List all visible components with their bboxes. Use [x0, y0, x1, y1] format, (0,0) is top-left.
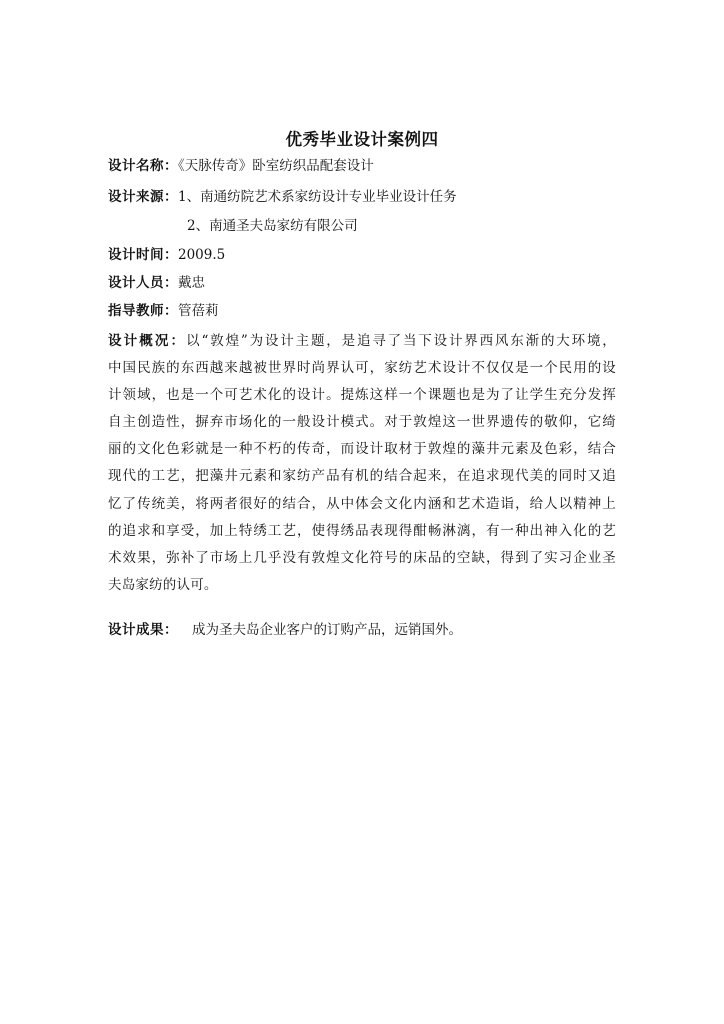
overview-line: 现代的工艺，把藻井元素和家纺产品有机的结合起来，在追求现代美的同时又追: [108, 468, 616, 485]
design-time-field: [108, 245, 628, 265]
overview-line: 计领域，也是一个可艺术化的设计。提炼这样一个课题也是为了让学生充分发挥: [108, 387, 616, 404]
document-title: 优秀毕业设计案例四: [285, 130, 439, 149]
overview-line: 术效果，弥补了市场上几乎没有敦煌文化符号的床品的空缺，得到了实习企业圣: [108, 549, 616, 566]
designer-field: [108, 273, 628, 293]
teacher-field: [108, 301, 628, 321]
teacher-value: 管蓓莉: [178, 303, 219, 319]
design-source-label: 设计来源：: [108, 189, 178, 205]
design-result-value: 成为圣夫岛企业客户的订购产品，远销国外。: [192, 622, 462, 638]
design-result-field: [108, 620, 462, 640]
design-name-field: [108, 156, 628, 176]
overview-line: 的追求和享受，加上特绣工艺，使得绣品表现得酣畅淋漓，有一种出神入化的艺: [108, 522, 616, 539]
overview-label: 设计概况：: [108, 333, 187, 349]
design-source-field: [108, 187, 628, 207]
design-source-value-2: 2、南通圣夫岛家纺有限公司: [187, 218, 358, 234]
overview-line: 自主创造性，摒弃市场化的一般设计模式。对于敦煌这一世界遗传的敬仰，它绮: [108, 414, 616, 431]
overview-line: 夫岛家纺的认可。: [108, 576, 218, 593]
overview-line-text: 以“敦煌”为设计主题，是追寻了当下设计界西风东渐的大环境，: [186, 333, 616, 349]
designer-label: 设计人员：: [108, 275, 178, 291]
design-source-value: 1、南通纺院艺术系家纺设计专业毕业设计任务: [178, 189, 457, 205]
design-name-label: 设计名称：: [108, 158, 178, 174]
overview-line: 中国民族的东西越来越被世界时尚界认可，家纺艺术设计不仅仅是一个民用的设: [108, 360, 616, 377]
design-overview: [108, 328, 616, 599]
overview-line: 忆了传统美，将两者很好的结合，从中体会文化内涵和艺术造诣，给人以精神上: [108, 495, 616, 512]
design-time-value: 2009.5: [178, 247, 226, 263]
overview-line: [108, 328, 616, 355]
design-result-label: 设计成果：: [108, 622, 178, 638]
teacher-label: 指导教师：: [108, 303, 178, 319]
designer-value: 戴忠: [178, 275, 205, 291]
overview-line: 丽的文化色彩就是一种不朽的传奇，而设计取材于敦煌的藻井元素及色彩，结合: [108, 441, 616, 458]
design-time-label: 设计时间：: [108, 247, 178, 263]
design-name-value: 《天脉传奇》卧室纺织品配套设计: [178, 158, 374, 174]
